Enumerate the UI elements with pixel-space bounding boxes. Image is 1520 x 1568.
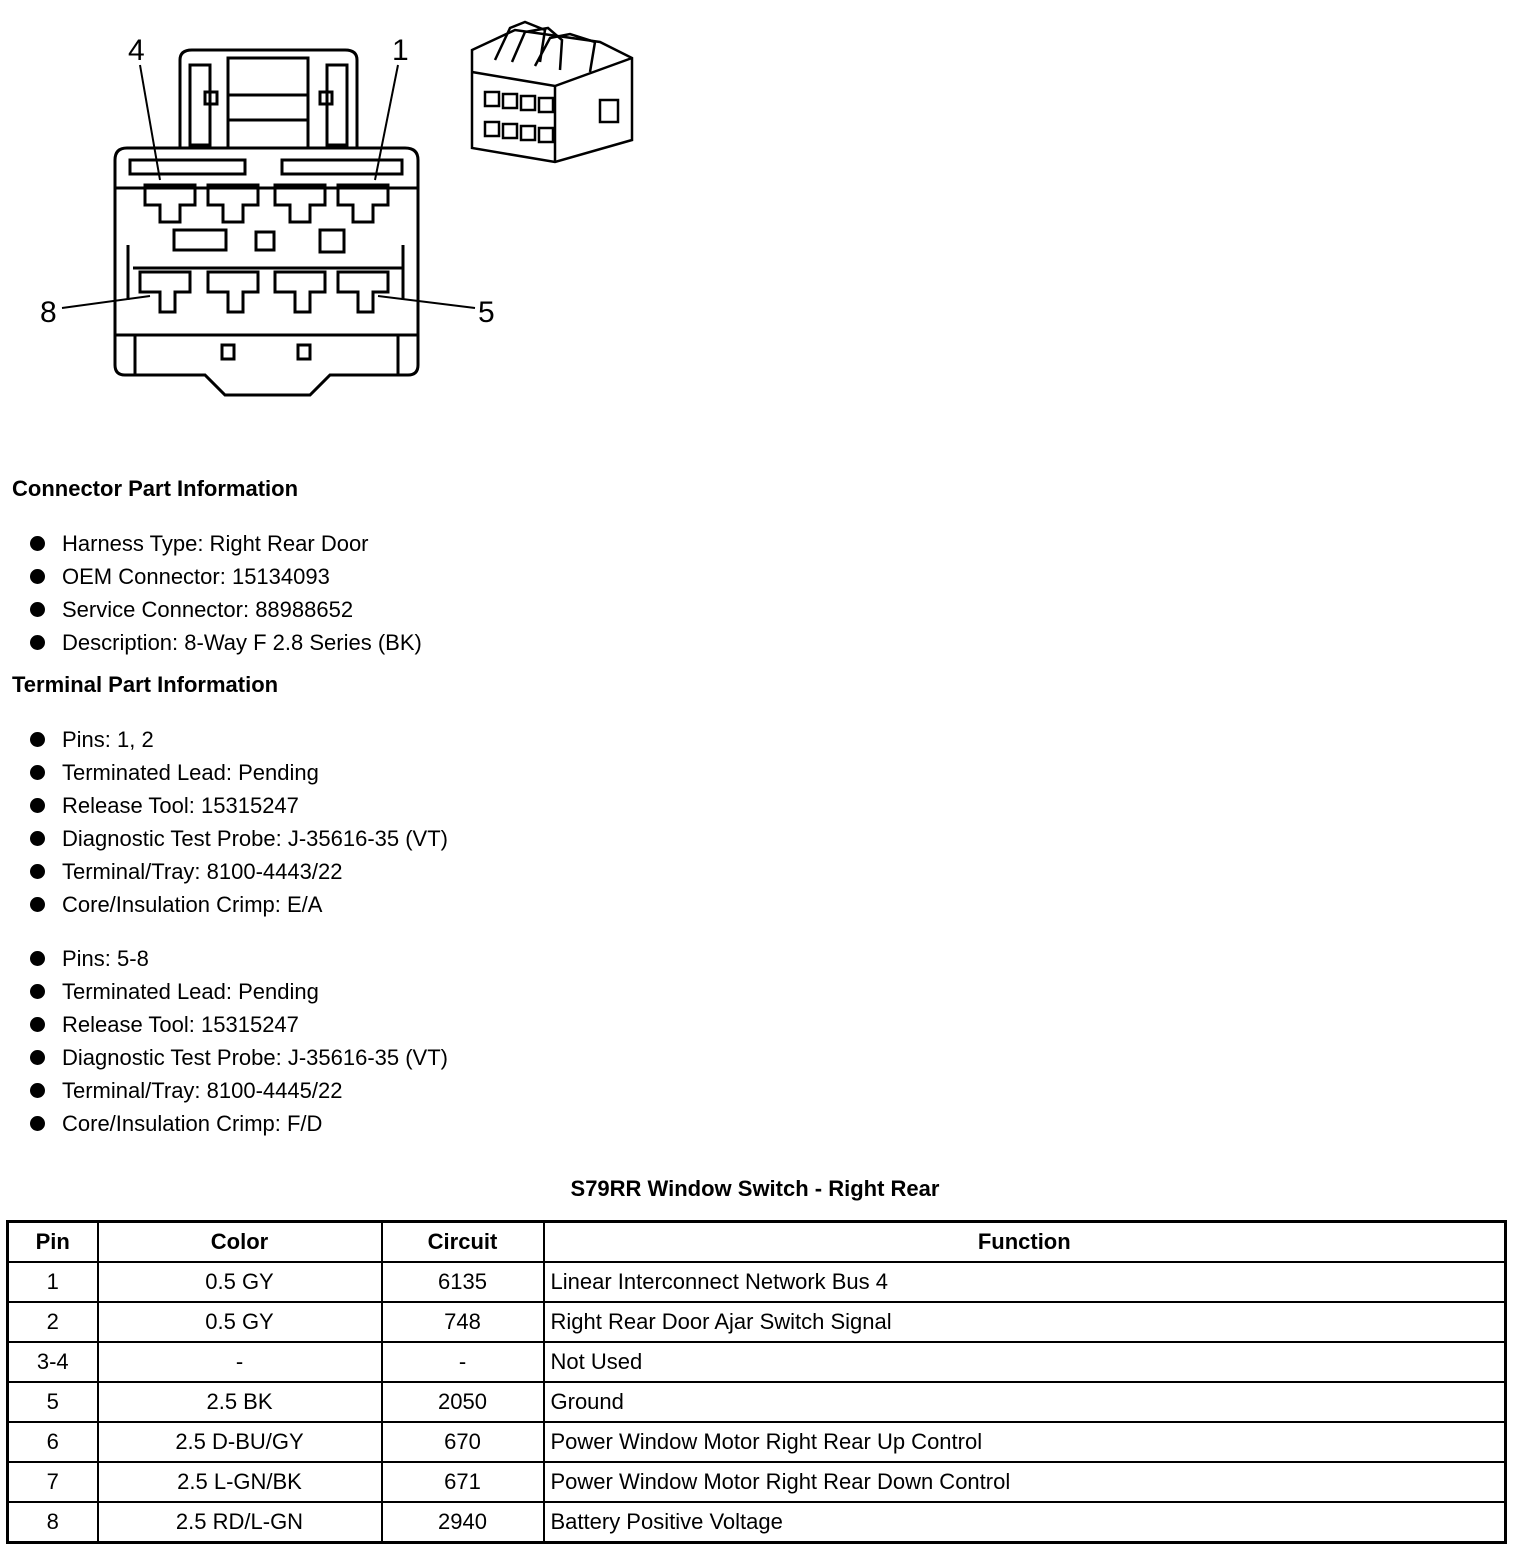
cell-color: 0.5 GY bbox=[98, 1262, 382, 1302]
list-item: Pins: 5-8 bbox=[30, 942, 448, 975]
header-function: Function bbox=[544, 1222, 1506, 1263]
list-item: Harness Type: Right Rear Door bbox=[30, 527, 422, 560]
table-title: S79RR Window Switch - Right Rear bbox=[570, 1176, 940, 1201]
cell-color: 2.5 L-GN/BK bbox=[98, 1462, 382, 1502]
connector-isometric-icon bbox=[472, 22, 632, 162]
pin-table bbox=[6, 1220, 1507, 1544]
table-row bbox=[8, 1422, 1506, 1462]
cell-function: Power Window Motor Right Rear Down Control bbox=[544, 1462, 1506, 1502]
connector-info-title: Connector Part Information bbox=[12, 476, 299, 501]
cell-color: 2.5 D-BU/GY bbox=[98, 1422, 382, 1462]
table-row bbox=[8, 1262, 1506, 1302]
list-item: Terminal/Tray: 8100-4445/22 bbox=[30, 1074, 448, 1107]
cell-circuit: 2940 bbox=[382, 1502, 544, 1543]
list-item: Diagnostic Test Probe: J-35616-35 (VT) bbox=[30, 1041, 448, 1074]
cell-circuit: 671 bbox=[382, 1462, 544, 1502]
cell-color: 2.5 BK bbox=[98, 1382, 382, 1422]
connector-face-diagram bbox=[0, 0, 700, 420]
pin-label-4: 4 bbox=[128, 34, 145, 67]
list-item: Pins: 1, 2 bbox=[30, 723, 448, 756]
cell-circuit: 748 bbox=[382, 1302, 544, 1342]
list-item: Release Tool: 15315247 bbox=[30, 789, 448, 822]
header-pin: Pin bbox=[8, 1222, 98, 1263]
cell-circuit: 2050 bbox=[382, 1382, 544, 1422]
cell-pin: 5 bbox=[8, 1382, 98, 1422]
terminal-info-list-2 bbox=[30, 942, 448, 1140]
pin-label-5: 5 bbox=[478, 296, 495, 329]
table-row bbox=[8, 1502, 1506, 1543]
cell-function: Ground bbox=[544, 1382, 1506, 1422]
cell-pin: 2 bbox=[8, 1302, 98, 1342]
cell-pin: 6 bbox=[8, 1422, 98, 1462]
cell-circuit: 670 bbox=[382, 1422, 544, 1462]
terminal-info-list-1 bbox=[30, 723, 448, 921]
list-item: Core/Insulation Crimp: E/A bbox=[30, 888, 448, 921]
cell-color: - bbox=[98, 1342, 382, 1382]
pin-label-1: 1 bbox=[392, 34, 409, 67]
list-item: Terminated Lead: Pending bbox=[30, 975, 448, 1008]
list-item: OEM Connector: 15134093 bbox=[30, 560, 422, 593]
cell-circuit: - bbox=[382, 1342, 544, 1382]
cell-function: Linear Interconnect Network Bus 4 bbox=[544, 1262, 1506, 1302]
list-item: Service Connector: 88988652 bbox=[30, 593, 422, 626]
cell-color: 2.5 RD/L-GN bbox=[98, 1502, 382, 1543]
cell-function: Not Used bbox=[544, 1342, 1506, 1382]
list-item: Core/Insulation Crimp: F/D bbox=[30, 1107, 448, 1140]
table-row bbox=[8, 1462, 1506, 1502]
terminal-info-title: Terminal Part Information bbox=[12, 672, 279, 697]
table-row bbox=[8, 1342, 1506, 1382]
cell-pin: 1 bbox=[8, 1262, 98, 1302]
list-item: Terminated Lead: Pending bbox=[30, 756, 448, 789]
cell-pin: 3-4 bbox=[8, 1342, 98, 1382]
list-item: Terminal/Tray: 8100-4443/22 bbox=[30, 855, 448, 888]
list-item: Description: 8-Way F 2.8 Series (BK) bbox=[30, 626, 422, 659]
cell-function: Power Window Motor Right Rear Up Control bbox=[544, 1422, 1506, 1462]
cell-function: Right Rear Door Ajar Switch Signal bbox=[544, 1302, 1506, 1342]
cell-color: 0.5 GY bbox=[98, 1302, 382, 1342]
header-color: Color bbox=[98, 1222, 382, 1263]
cell-function: Battery Positive Voltage bbox=[544, 1502, 1506, 1543]
table-row bbox=[8, 1382, 1506, 1422]
pin-label-8: 8 bbox=[40, 296, 57, 329]
table-row bbox=[8, 1302, 1506, 1342]
cell-pin: 7 bbox=[8, 1462, 98, 1502]
list-item: Release Tool: 15315247 bbox=[30, 1008, 448, 1041]
cell-pin: 8 bbox=[8, 1502, 98, 1543]
cell-circuit: 6135 bbox=[382, 1262, 544, 1302]
connector-info-list bbox=[30, 527, 422, 659]
header-circuit: Circuit bbox=[382, 1222, 544, 1263]
list-item: Diagnostic Test Probe: J-35616-35 (VT) bbox=[30, 822, 448, 855]
table-header-row bbox=[8, 1222, 1506, 1263]
